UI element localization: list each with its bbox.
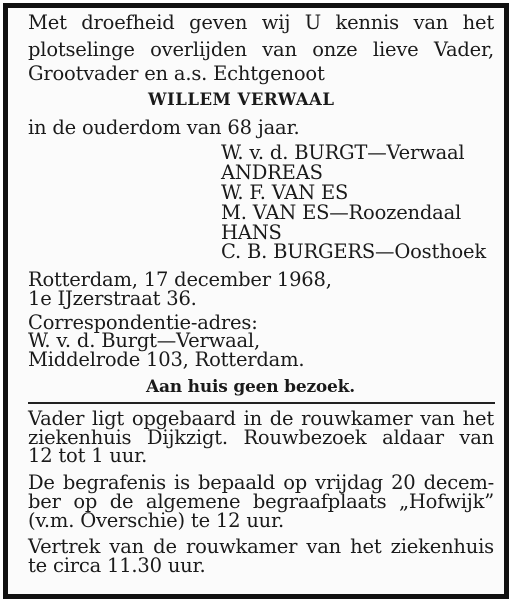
intro-line-2: plotselinge overlijden van onze lieve Vader, <box>28 38 494 61</box>
intro-line-1: Met droefheid geven wij U kennis van het <box>28 11 494 34</box>
funeral-line-2: ber op de algemene begraafplaats „Hofwijk” <box>28 490 494 513</box>
family-member-1: W. v. d. BURGT—Verwaal <box>221 141 465 164</box>
family-member-2: ANDREAS <box>221 161 323 184</box>
deceased-name: WILLEM VERWAAL <box>148 90 335 109</box>
correspondence-line-2: Middelrode 103, Rotterdam. <box>28 348 305 371</box>
lying-in-state-line-2: ziekenhuis Dijkzigt. Rouwbezoek aldaar van <box>28 426 494 449</box>
family-member-5: HANS <box>221 221 282 244</box>
departure-line-1: Vertrek van de rouwkamer van het ziekenhuis <box>28 535 494 558</box>
correspondence-line-1: W. v. d. Burgt—Verwaal, <box>28 329 260 352</box>
correspondence-label: Correspondentie-adres: <box>28 311 258 334</box>
family-member-4: M. VAN ES—Roozendaal <box>221 201 462 224</box>
lying-in-state-line-1: Vader ligt opgebaard in de rouwkamer van het <box>28 407 494 430</box>
lying-in-state-line-3: 12 tot 1 uur. <box>28 444 148 467</box>
family-member-6: C. B. BURGERS—Oosthoek <box>221 240 486 263</box>
age-line: in de ouderdom van 68 jaar. <box>28 116 300 139</box>
street-address: 1e IJzerstraat 36. <box>28 287 197 310</box>
departure-line-2: te circa 11.30 uur. <box>28 554 206 577</box>
divider-line <box>28 402 495 404</box>
family-member-3: W. F. VAN ES <box>221 181 349 204</box>
place-date: Rotterdam, 17 december 1968, <box>28 268 332 291</box>
funeral-line-1: De begrafenis is bepaald op vrijdag 20 decem- <box>28 471 494 494</box>
intro-line-3: Grootvader en a.s. Echtgenoot <box>28 62 325 85</box>
no-visits-notice: Aan huis geen bezoek. <box>146 377 355 397</box>
funeral-line-3: (v.m. Overschie) te 12 uur. <box>28 509 285 532</box>
